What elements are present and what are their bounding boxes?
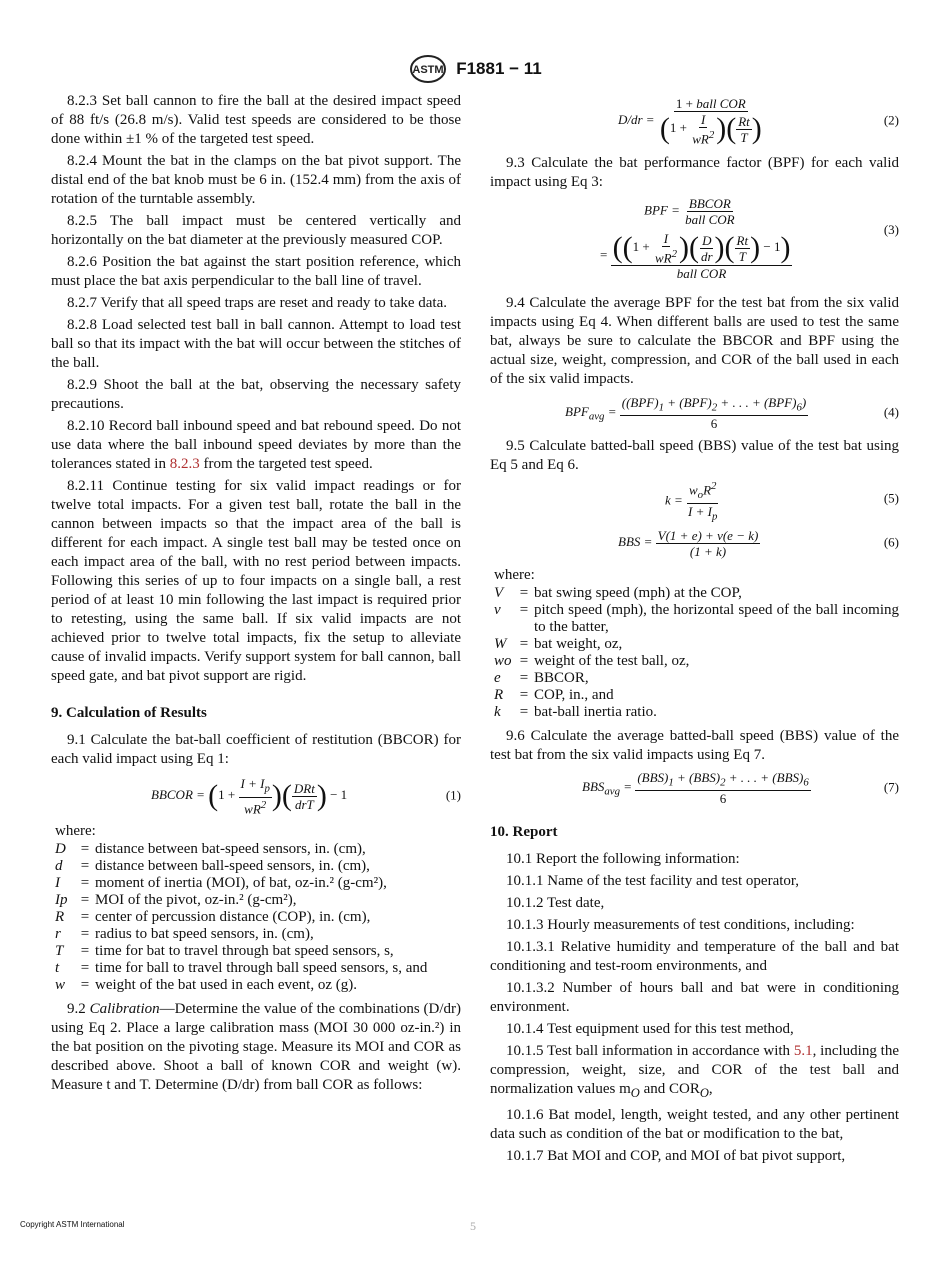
report-item: 10.1.3.1 Relative humidity and temperature of the ball and bat conditioning and test-room environments, and bbox=[490, 939, 899, 974]
equals-sign: = bbox=[519, 636, 529, 652]
where-symbol: k bbox=[494, 704, 501, 720]
where-row bbox=[494, 653, 899, 670]
where-list-2: where: V = bat swing speed (mph) at the COP, v = pitch speed (mph), the horizontal speed of the ball incoming to the batter, W = bat weight, oz, wo = weight of the test ball, oz, e = BBCOR, R = COP, in., and k = bat-ball inertia ratio. bbox=[494, 567, 899, 720]
para-8-2-6: 8.2.6 Position the bat against the start position reference, which must place the bat axis perpendicular to the ball line of travel. bbox=[51, 254, 461, 289]
section-10-heading: 10. Report bbox=[490, 824, 558, 840]
equals-sign: = bbox=[80, 858, 90, 874]
equals-sign: = bbox=[80, 909, 90, 925]
where-symbol: w bbox=[55, 977, 66, 993]
svg-text:ASTM: ASTM bbox=[412, 64, 444, 76]
para-8-2-3: 8.2.3 Set ball cannon to fire the ball at the desired impact speed of 88 ft/s (26.8 m/s). Valid test speeds are considered to be those done within ±1 % of the targeted test speed. bbox=[51, 93, 461, 147]
para-8-2-4: 8.2.4 Mount the bat in the clamps on the bat pivot support. The distal end of the bat knob must be 6 in. (152.4 mm) from the axis of rotation of the turntable assembly. bbox=[51, 153, 461, 207]
where-definition: pitch speed (mph), the horizontal speed of the ball incoming to the batter, bbox=[534, 602, 899, 635]
where-symbol: wo bbox=[494, 653, 512, 669]
where-symbol: R bbox=[494, 687, 504, 703]
where-definition: BBCOR, bbox=[534, 670, 589, 686]
where-symbol: r bbox=[55, 926, 61, 942]
para-8-2-9: 8.2.9 Shoot the ball at the bat, observing the necessary safety precautions. bbox=[51, 377, 461, 412]
where-row bbox=[494, 602, 899, 636]
equals-sign: = bbox=[519, 653, 529, 669]
equals-sign: = bbox=[80, 841, 90, 857]
para-9-4: 9.4 Calculate the average BPF for the test bat from the six valid impacts using Eq 4. When different balls are used to test the same bat, always be sure to calculate the BBCOR and BPF using the actual size, weight, compression, and COR of the ball used in each of the six valid impacts. bbox=[490, 295, 899, 387]
equation-5: k = $\frac{w_oR^2}{I + I_p}$ (5) bbox=[665, 480, 899, 523]
where-row bbox=[55, 892, 461, 909]
para-9-5: 9.5 Calculate batted-ball speed (BBS) value of the test bat using Eq 5 and Eq 6. bbox=[490, 438, 899, 473]
where-definition: bat-ball inertia ratio. bbox=[534, 704, 657, 720]
where-row bbox=[55, 858, 461, 875]
equals-sign: = bbox=[80, 943, 90, 959]
para-8-2-5: 8.2.5 The ball impact must be centered vertically and horizontally on the bat diameter at the previously measured COP. bbox=[51, 213, 461, 248]
where-row bbox=[55, 841, 461, 858]
where-definition: weight of the test ball, oz, bbox=[534, 653, 690, 669]
equals-sign: = bbox=[519, 602, 529, 618]
where-row bbox=[55, 875, 461, 892]
report-item: 10.1 Report the following information: bbox=[506, 851, 740, 867]
where-row bbox=[55, 943, 461, 960]
equals-sign: = bbox=[80, 892, 90, 908]
para-8-2-11: 8.2.11 Continue testing for six valid impact readings or for twelve total impacts. For a given test ball, rotate the ball in the cannon between impacts so that the impact area of the ball is different for each impact. A single test ball may be tested once on each impact area of the ball, with no rest period between impacts. Following this series of up to four impacts on a single ball, a rest period of at least 10 min following the last impact is required prior to retesting, using the same ball. If six valid impacts are not achieved prior to twelve total impacts, fix the setup to alleviate cause of invalid impacts. Verify support system for ball cannon, ball speed gate, and bat pivot support are rigid. bbox=[51, 478, 461, 684]
xref-8-2-3-link[interactable]: 8.2.3 bbox=[169, 456, 200, 472]
equation-4: $BPF_{avg}$ = $\frac{((BPF)_1 + (BPF)_2 + . . . + (BPF)_6)}{6}$ (4) bbox=[565, 394, 899, 432]
report-item: 10.1.1 Name of the test facility and test operator, bbox=[506, 873, 800, 889]
report-item: 10.1.3 Hourly measurements of test conditions, including: bbox=[506, 917, 855, 933]
equation-3: BPF = $\frac{\text{BBCOR}}{\text{ball COR}}$ = ((1 + $\frac{I}{wR^2}$ )( $\frac{D}{dr}$ )( $\frac{Rt}{T}$ ) − 1) ball COR (3) bbox=[600, 196, 899, 282]
para-9-6: 9.6 Calculate the average batted-ball speed (BBS) value of the test bat from the six valid impacts using Eq 7. bbox=[490, 728, 899, 763]
equals-sign: = bbox=[80, 875, 90, 891]
equals-sign: = bbox=[80, 977, 90, 993]
where-definition: distance between bat-speed sensors, in. (cm), bbox=[95, 841, 366, 857]
where-definition: time for ball to travel through ball speed sensors, s, and bbox=[95, 960, 428, 976]
where-definition: moment of inertia (MOI), of bat, oz-in.² (g-cm²), bbox=[95, 875, 387, 891]
where-symbol: t bbox=[55, 960, 60, 976]
where-symbol: v bbox=[494, 602, 501, 618]
right-column bbox=[490, 92, 899, 1169]
where-row bbox=[55, 909, 461, 926]
where-row bbox=[494, 704, 899, 721]
left-column bbox=[51, 92, 461, 1098]
equation-7: $BBS_{avg}$ = $\frac{(BBS)_1 + (BBS)_2 + . . . + (BBS)_6}{6}$ (7) bbox=[582, 769, 899, 807]
where-symbol: I bbox=[55, 875, 60, 891]
section-9-heading: 9. Calculation of Results bbox=[51, 705, 207, 721]
where-definition: COP, in., and bbox=[534, 687, 614, 703]
where-definition: bat weight, oz, bbox=[534, 636, 623, 652]
equation-1: BBCOR = (1 + $\frac{I + I_p}{wR^2}$ )( $\frac{\text{DRt}}{\text{drT}}$ ) − 1 (1) bbox=[151, 776, 461, 816]
para-8-2-8: 8.2.8 Load selected test ball in ball cannon. Attempt to load test ball so that its impact with the bat will occur between the stitches of the ball. bbox=[51, 317, 461, 371]
para-10-1-6: 10.1.6 Bat model, length, weight tested, and any other pertinent data such as condition of the bat or modification to the bat, bbox=[490, 1107, 899, 1142]
where-row bbox=[494, 670, 899, 687]
equals-sign: = bbox=[519, 670, 529, 686]
document-id: F1881 − 11 bbox=[456, 59, 542, 78]
para-8-2-7: 8.2.7 Verify that all speed traps are reset and ready to take data. bbox=[67, 295, 447, 311]
para-8-2-10: 8.2.10 Record ball inbound speed and bat rebound speed. Do not use data where the ball inbound speed deviates by more than the tolerances stated in 8.2.3 from the targeted test speed. bbox=[51, 418, 461, 472]
equals-sign: = bbox=[80, 960, 90, 976]
xref-5-1-link[interactable]: 5.1 bbox=[793, 1043, 813, 1059]
where-row bbox=[494, 636, 899, 653]
equals-sign: = bbox=[519, 687, 529, 703]
where-definition: center of percussion distance (COP), in. (cm), bbox=[95, 909, 371, 925]
equation-2: D/dr = 1 + ball COR (1 + $\frac{I}{wR^2}$ )( $\frac{Rt}{T}$ ) (2) bbox=[618, 95, 899, 147]
page-number: 5 bbox=[470, 1219, 476, 1233]
where-row bbox=[55, 960, 461, 977]
where-symbol: D bbox=[55, 841, 66, 857]
para-9-3: 9.3 Calculate the bat performance factor (BPF) for each valid impact using Eq 3: bbox=[490, 155, 899, 190]
where-symbol: T bbox=[55, 943, 64, 959]
report-item: 10.1.3.2 Number of hours ball and bat were in conditioning environment. bbox=[490, 980, 899, 1015]
where-row bbox=[494, 585, 899, 602]
report-item: 10.1.2 Test date, bbox=[506, 895, 605, 911]
where-row bbox=[494, 687, 899, 704]
where-symbol: e bbox=[494, 670, 501, 686]
para-9-1: 9.1 Calculate the bat-ball coefficient of restitution (BBCOR) for each valid impact using Eq 1: bbox=[51, 732, 461, 767]
where-symbol: R bbox=[55, 909, 65, 925]
where-symbol: Ip bbox=[55, 892, 68, 908]
page-header bbox=[0, 54, 950, 84]
where-definition: weight of the bat used in each event, oz (g). bbox=[95, 977, 357, 993]
where-definition: time for bat to travel through bat speed sensors, s, bbox=[95, 943, 394, 959]
equals-sign: = bbox=[80, 926, 90, 942]
where-row bbox=[55, 977, 461, 994]
para-10-1-7: 10.1.7 Bat MOI and COP, and MOI of bat pivot support, bbox=[506, 1148, 846, 1164]
where-definition: radius to bat speed sensors, in. (cm), bbox=[95, 926, 314, 942]
where-definition: distance between ball-speed sensors, in. (cm), bbox=[95, 858, 370, 874]
where-list-1: where: D = distance between bat-speed sensors, in. (cm), d = distance between ball-speed sensors, in. (cm), I = moment of inertia (MOI), of bat, oz-in.² (g-cm²), Ip = MOI of the pivot, oz-in.² (g-cm²), R = center of percussion distance (COP), in. (cm), r = radius to bat speed sensors, in. (cm), T = time for bat to travel through bat speed sensors, s, t = time for ball to travel through ball speed sensors, s, and w = weight of the bat used in each event, oz (g). bbox=[55, 823, 461, 994]
where-definition: MOI of the pivot, oz-in.² (g-cm²), bbox=[95, 892, 297, 908]
para-10-1-5: 10.1.5 Test ball information in accordance with 5.1, including the compression, weight, size, and COR of the test ball and normalization values $m_O$ and $COR_O$, bbox=[490, 1043, 899, 1100]
where-row bbox=[55, 926, 461, 943]
where-definition: bat swing speed (mph) at the COP, bbox=[534, 585, 742, 601]
astm-logo-icon bbox=[408, 54, 448, 84]
equation-6: BBS = $\frac{V(1 + e) + v(e - k)}{(1 + k)}$ (6) bbox=[618, 527, 899, 559]
where-symbol: d bbox=[55, 858, 63, 874]
equals-sign: = bbox=[519, 585, 529, 601]
copyright-footer: Copyright ASTM International bbox=[20, 1220, 125, 1229]
report-item: 10.1.4 Test equipment used for this test method, bbox=[506, 1021, 794, 1037]
equals-sign: = bbox=[519, 704, 529, 720]
para-9-2: 9.2 Calibration—Determine the value of the combinations (D/dr) using Eq 2. Place a large calibration mass (MOI 30 000 oz-in.²) in the bat position on the pivoting stage. Measure its MOI and COR as described above. Shoot a ball of known COR and weight (w). Measure t and T. Determine (D/dr) from ball COR as follows: bbox=[51, 1001, 461, 1093]
where-symbol: V bbox=[494, 585, 504, 601]
where-symbol: W bbox=[494, 636, 507, 652]
